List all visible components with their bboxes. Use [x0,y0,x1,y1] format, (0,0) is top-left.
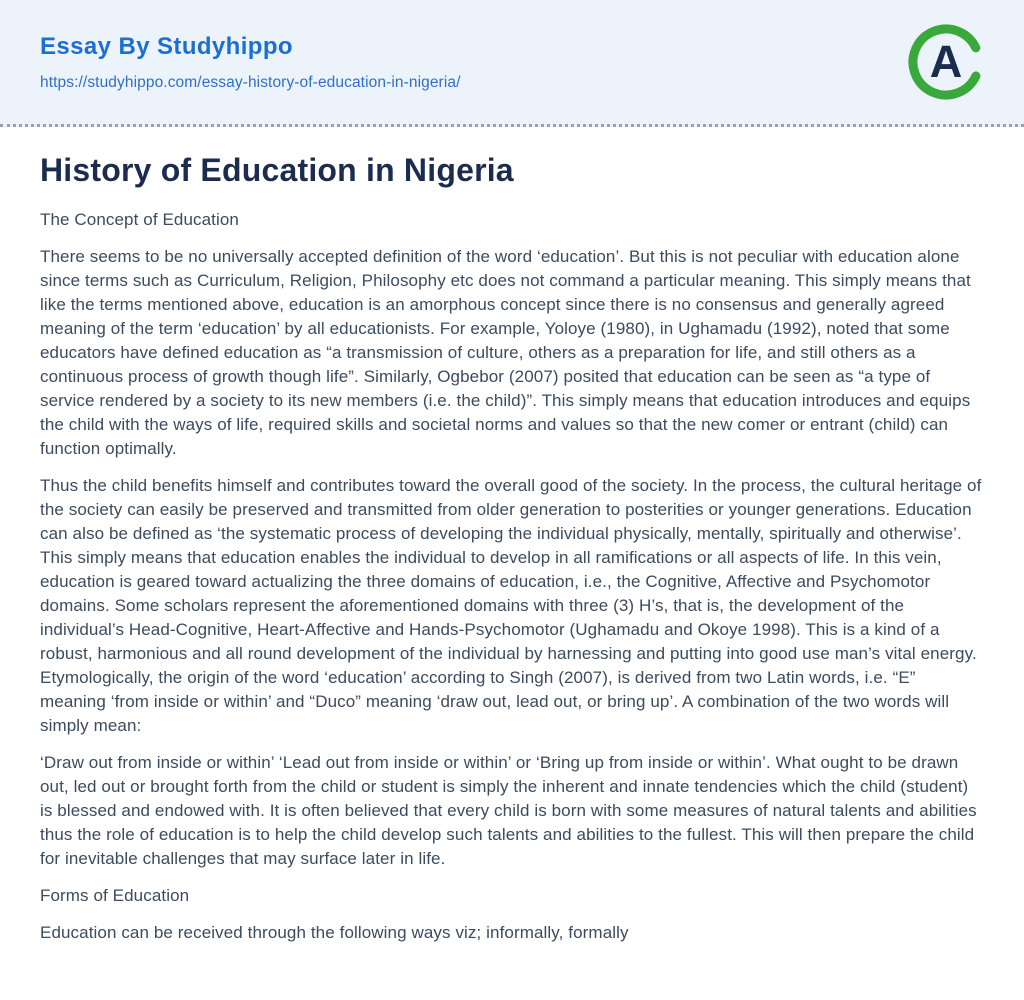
essay-url-link[interactable]: https://studyhippo.com/essay-history-of-education-in-nigeria/ [40,73,461,91]
logo-letter: A [929,36,963,87]
header-text-block [40,33,461,92]
studyhippo-logo-icon [908,24,984,100]
essay-subtitle: The Concept of Education [40,210,239,229]
essay-content [0,127,1024,945]
section-heading: Forms of Education [40,886,190,905]
site-header [0,0,1024,127]
essay-paragraph-1: There seems to be no universally accepted definition of the word ‘education’. But this is not peculiar with education alone since terms such as Curriculum, Religion, Philosophy etc does not command a particular meaning. This simply means that like the terms mentioned above, education is an amorphous concept since there is no consensus and generally agreed meaning of the term ‘education’ by all educationists. For example, Yoloye (1980), in Ughamadu (1992), noted that some educators have defined education as “a transmission of culture, others as a preparation for life, and still others as a continuous process of growth though life”. Similarly, Ogbebor (2007) posited that education can be seen as “a type of service rendered by a society to its new members (i.e. the child)”. This simply means that education introduces and equips the child with the ways of life, required skills and societal norms and values so that the new comer or entrant (child) can function optimally. [40,247,971,458]
site-title: Essay By Studyhippo [40,32,293,60]
essay-title: History of Education in Nigeria [40,152,514,188]
essay-paragraph-3: ‘Draw out from inside or within’ ‘Lead out from inside or within’ or ‘Bring up from inside or within’. What ought to be drawn out, led out or brought forth from the child or student is simply the inherent and innate tendencies which the child (student) is blessed and endowed with. It is often believed that every child is born with some measures of natural talents and abilities thus the role of education is to help the child develop such talents and abilities to the fullest. This will then prepare the child for inevitable challenges that may surface later in life. [40,753,977,868]
essay-paragraph-2: Thus the child benefits himself and contributes toward the overall good of the society. In the process, the cultural heritage of the society can easily be preserved and transmitted from older generation to posterities or younger generations. Education can also be defined as ‘the systematic process of developing the individual physically, mentally, spiritually and otherwise’. This simply means that education enables the individual to develop in all ramifications or all aspects of life. In this vein, education is geared toward actualizing the three domains of education, i.e., the Cognitive, Affective and Psychomotor domains. Some scholars represent the aforementioned domains with three (3) H’s, that is, the development of the individual’s Head-Cognitive, Heart-Affective and Hands-Psychomotor (Ughamadu and Okoye 1998). This is a kind of a robust, harmonious and all round development of the individual by harnessing and putting into good use man’s vital energy. Etymologically, the origin of the word ‘education’ according to Singh (2007), is derived from two Latin words, i.e. “E” meaning ‘from inside or within’ and “Duco” meaning ‘draw out, lead out, or bring up’. A combination of the two words will simply mean: [40,476,982,735]
closing-line: Education can be received through the following ways viz; informally, formally [40,923,629,942]
